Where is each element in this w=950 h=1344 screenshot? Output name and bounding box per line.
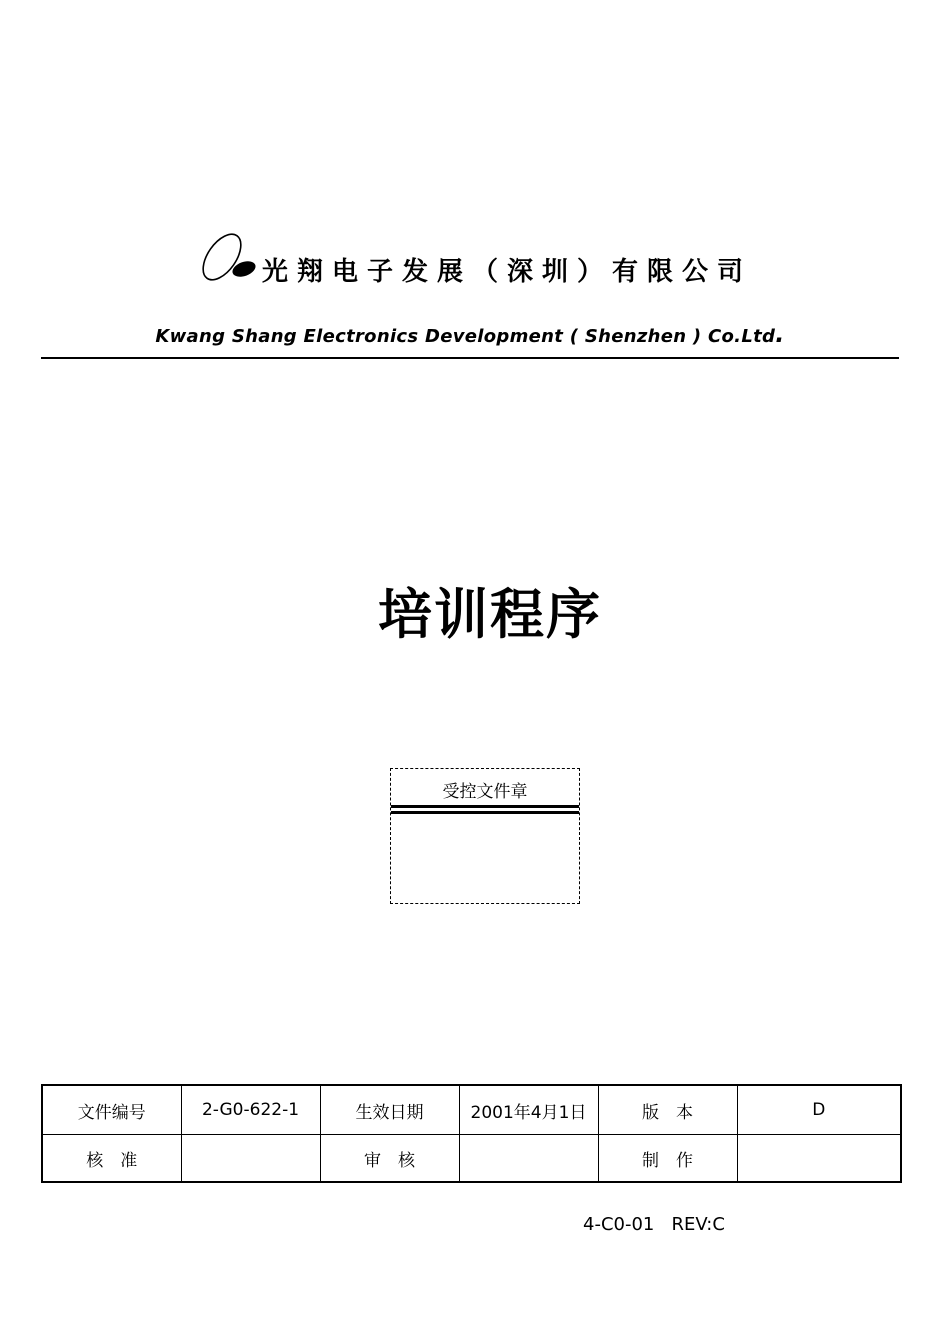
file-number-label: 文件编号 <box>42 1085 181 1135</box>
company-logo-icon <box>200 229 262 287</box>
version-value: D <box>737 1085 901 1135</box>
stamp-rule-bottom <box>391 811 579 814</box>
company-name-english <box>0 320 940 348</box>
table-row <box>42 1135 901 1183</box>
company-name-chinese: 光翔电子发展（深圳）有限公司 <box>262 256 753 287</box>
controlled-document-stamp-box <box>390 768 580 904</box>
approve-label: 核 准 <box>42 1135 181 1183</box>
document-info-table <box>41 1084 902 1183</box>
version-label: 版 本 <box>598 1085 737 1135</box>
effective-date-value: 2001年4月1日 <box>459 1085 598 1135</box>
stamp-rule-top <box>391 805 579 808</box>
revision-code: REV:C <box>671 1214 725 1235</box>
approve-value <box>181 1135 320 1183</box>
header-divider <box>41 357 899 359</box>
company-name-english-text: Kwang Shang Electronics Development ( Shenzhen ) Co.Ltd <box>155 326 776 347</box>
stamp-label: 受控文件章 <box>442 782 528 802</box>
document-title: 培训程序 <box>378 582 602 646</box>
review-label: 审 核 <box>320 1135 459 1183</box>
effective-date-label: 生效日期 <box>320 1085 459 1135</box>
table-row <box>42 1085 901 1135</box>
prepare-value <box>737 1135 901 1183</box>
prepare-label: 制 作 <box>598 1135 737 1183</box>
file-number-value: 2-G0-622-1 <box>181 1085 320 1135</box>
form-code: 4-C0-01 <box>583 1214 655 1235</box>
company-name-period: . <box>775 320 785 348</box>
form-code-footer <box>583 1214 725 1235</box>
company-header <box>200 226 752 290</box>
review-value <box>459 1135 598 1183</box>
